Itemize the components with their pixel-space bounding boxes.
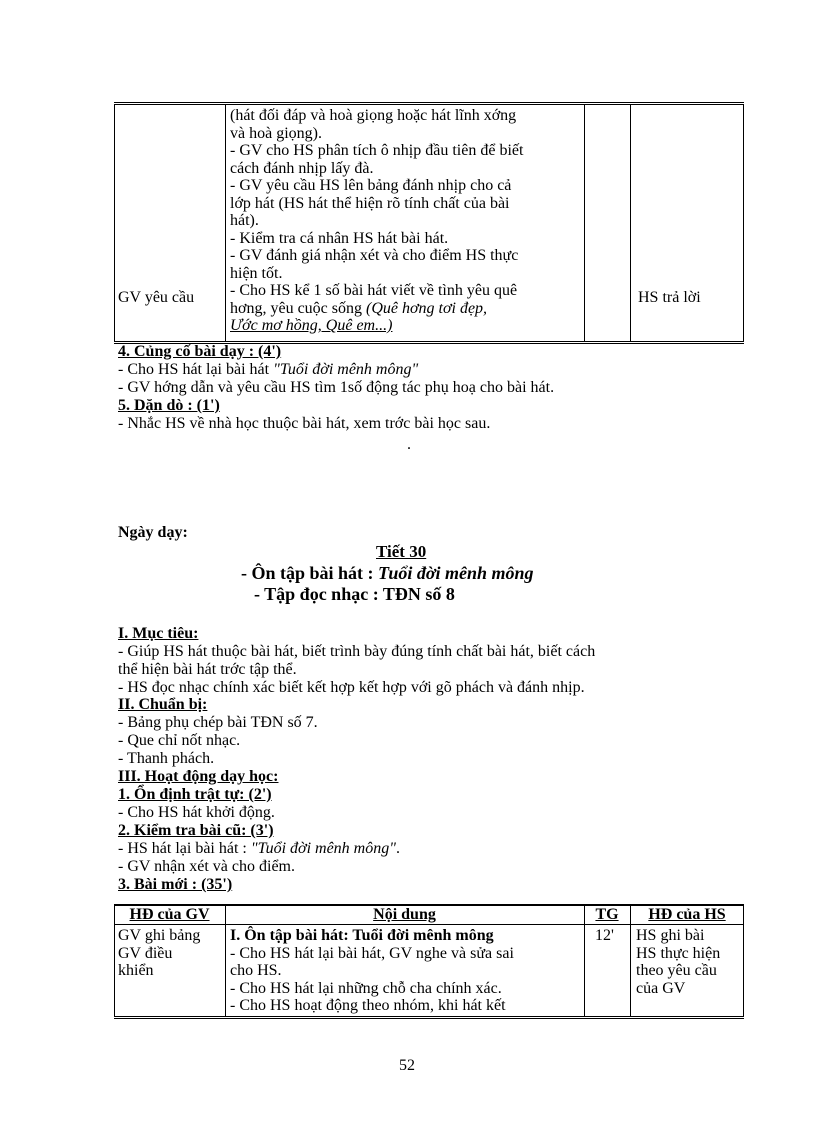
content-line: hát). (230, 212, 259, 229)
content-cell (230, 107, 582, 335)
content-line: - Cho HS hoạt động theo nhóm, khi hát kết (230, 997, 506, 1014)
content-heading: I. Ôn tập bài hát: Tuổi đời mênh mông (230, 927, 494, 944)
lesson-title: Tiết 30 (376, 542, 427, 561)
section-5-heading: 5. Dặn dò : (1') (118, 397, 220, 414)
student-activity-cell: HS ghi bài HS thực hiện theo yêu cầu của GV (636, 927, 721, 997)
objectives-line: - Giúp HS hát thuộc bài hát, biết trình bày đúng tính chất bài hát, biết cách (118, 643, 596, 660)
step-2-line: - HS hát lại bài hát : "Tuổi đời mênh mông". (118, 840, 400, 857)
step-2-line: - GV nhận xét và cho điểm. (118, 858, 295, 875)
objectives-line: - HS đọc nhạc chính xác biết kết hợp kết hợp với gõ phách và đánh nhịp. (118, 679, 585, 696)
content-line: lớp hát (HS hát thể hiện rõ tính chất của bài (230, 194, 510, 212)
section-5-line: - Nhắc HS về nhà học thuộc bài hát, xem trớc bài học sau. (118, 415, 491, 432)
stray-dot: . (407, 436, 411, 453)
activity-table-continued (114, 102, 744, 344)
section-4-line: - GV hớng dẫn và yêu cầu HS tìm 1số động tác phụ hoạ cho bài hát. (118, 379, 555, 396)
teacher-activity-cell: GV ghi bảng GV điều khiển (118, 927, 201, 979)
preparation-heading: II. Chuẩn bị: (118, 696, 208, 713)
content-line: Ước mơ hồng, Quê em...) (230, 317, 393, 334)
content-line: - GV đánh giá nhận xét và cho điểm HS thực (230, 247, 519, 264)
content-line: - Kiểm tra cá nhân HS hát bài hát. (230, 229, 449, 247)
time-cell: 12' (595, 927, 614, 944)
content-line: (hát đối đáp và hoà giọng hoặc hát lĩnh xớng (230, 107, 517, 124)
date-label: Ngày dạy: (118, 524, 188, 541)
content-line: - Cho HS kể 1 số bài hát viết về tình yêu quê (230, 282, 518, 299)
preparation-line: - Thanh phách. (118, 750, 215, 767)
content-line: - GV cho HS phân tích ô nhịp đầu tiên để biết (230, 142, 524, 159)
page-number: 52 (399, 1057, 415, 1074)
step-3-heading: 3. Bài mới : (35') (118, 876, 233, 893)
content-line: hiện tốt. (230, 264, 283, 282)
lesson-subtitle-1: - Ôn tập bài hát : Tuổi đời mênh mông (241, 563, 534, 583)
step-1-heading: 1. Ổn định trật tự: (2') (118, 786, 272, 803)
content-line: - Cho HS hát lại bài hát, GV nghe và sửa sai (230, 944, 514, 962)
objectives-line: thể hiện bài hát trớc tập thể. (118, 661, 297, 678)
content-line: hơng, yêu cuộc sống (Quê hơng tơi đẹp, (230, 299, 488, 317)
header-content: Nội dung (373, 906, 436, 923)
preparation-line: - Que chỉ nốt nhạc. (118, 732, 241, 749)
header-teacher-activity: HĐ của GV (129, 906, 210, 923)
header-student-activity: HĐ của HS (648, 906, 726, 923)
preparation-line: - Bảng phụ chép bài TĐN số 7. (118, 714, 318, 731)
section-4-line: - Cho HS hát lại bài hát "Tuổi đời mênh mông" (118, 361, 419, 378)
objectives-heading: I. Mục tiêu: (118, 625, 199, 642)
lesson-subtitle-2: - Tập đọc nhạc : TĐN số 8 (254, 584, 455, 604)
step-2-heading: 2. Kiểm tra bài cũ: (3') (118, 822, 274, 839)
header-time: TG (595, 906, 619, 923)
content-line: và hoà giọng). (230, 124, 322, 142)
section-4-heading: 4. Củng cố bài dạy : (4') (118, 343, 282, 360)
content-line: cách đánh nhịp lấy đà. (230, 159, 374, 177)
content-line: - Cho HS hát lại những chỗ cha chính xác. (230, 979, 502, 997)
student-activity-cell: HS trả lời (638, 289, 701, 306)
activities-heading: III. Hoạt động dạy học: (118, 768, 279, 785)
teacher-activity-cell: GV yêu cầu (118, 289, 195, 306)
step-1-line: - Cho HS hát khởi động. (118, 804, 275, 821)
lesson-activity-table (114, 904, 744, 1019)
content-line: - GV yêu cầu HS lên bảng đánh nhịp cho cả (230, 177, 512, 194)
content-line: cho HS. (230, 962, 282, 979)
content-cell (230, 927, 582, 1015)
